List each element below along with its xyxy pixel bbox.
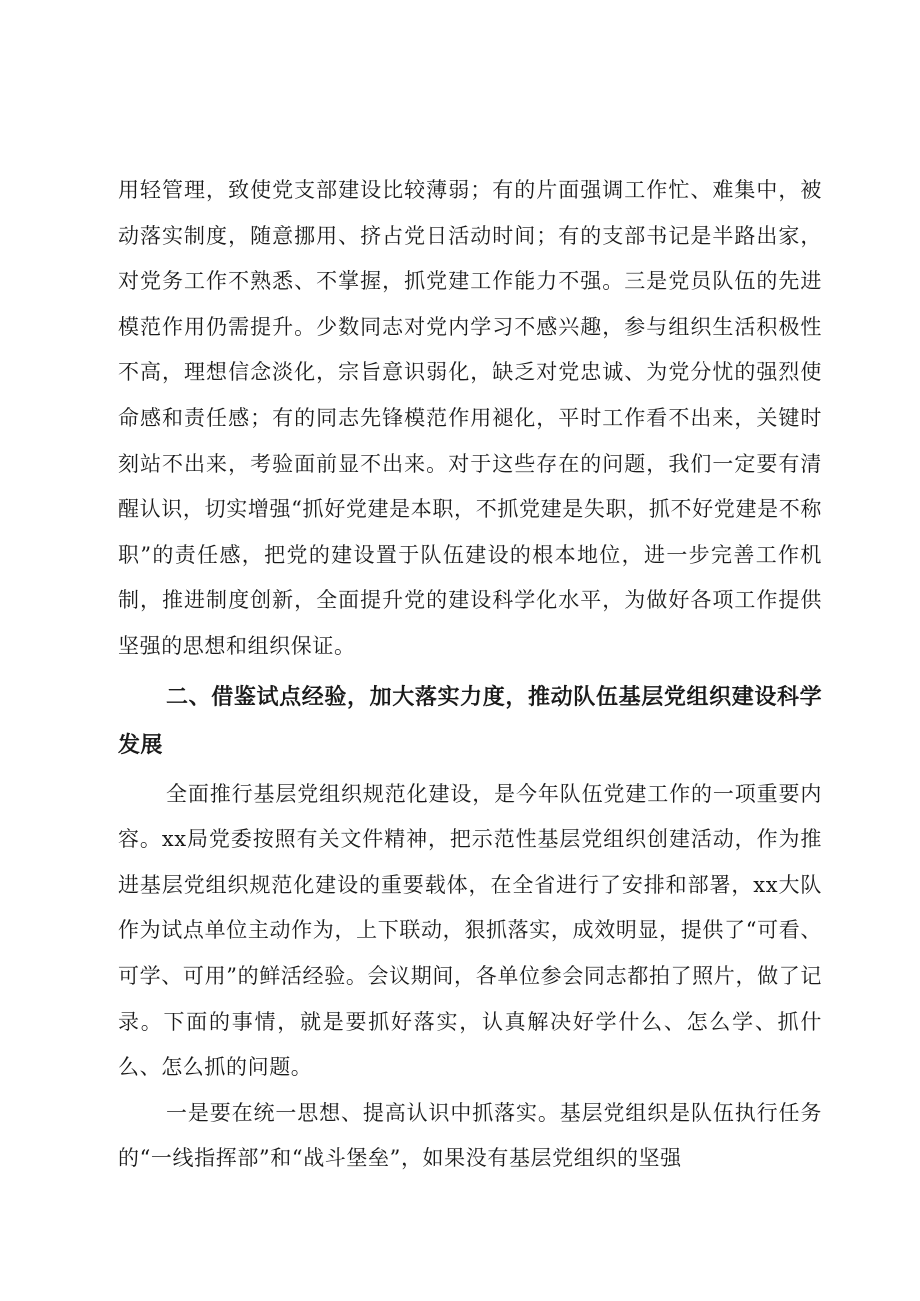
body-paragraph-2: 全面推行基层党组织规范化建设，是今年队伍党建工作的一项重要内容。xx局党委按照有关文件精神，把示范性基层党组织创建活动，作为推进基层党组织规范化建设的重要载体，在全省进行了安排和部署，xx大队作为试点单位主动作为，上下联动，狠抓落实，成效明显，提供了“可看、可学、可用”的鲜活经验。会议期间，各单位参会同志都拍了照片，做了记录。下面的事情，就是要抓好落实，认真解决好学什么、怎么学、抓什么、怎么抓的问题。 bbox=[118, 781, 822, 1080]
body-paragraph-1: 用轻管理，致使党支部建设比较薄弱；有的片面强调工作忙、难集中，被动落实制度，随意挪用、挤占党日活动时间；有的支部书记是半路出家，对党务工作不熟悉、不掌握，抓党建工作能力不强。三是党员队伍的先进模范作用仍需提升。少数同志对党内学习不感兴趣，参与组织生活积极性不高，理想信念淡化，宗旨意识弱化，缺乏对党忠诚、为党分忧的强烈使命感和责任感；有的同志先锋模范作用褪化，平时工作看不出来，关键时刻站不出来，考验面前显不出来。对于这些存在的问题，我们一定要有清醒认识，切实增强“抓好党建是本职，不抓党建是失职，抓不好党建是不称职”的责任感，把党的建设置于队伍建设的根本地位，进一步完善工作机制，推进制度创新，全面提升党的建设科学化水平，为做好各项工作提供坚强的思想和组织保证。 bbox=[118, 178, 822, 658]
document-body bbox=[118, 168, 822, 1182]
body-paragraph-3: 一是要在统一思想、提高认识中抓落实。基层党组织是队伍执行任务的“一线指挥部”和“战斗堡垒”，如果没有基层党组织的坚强 bbox=[118, 1100, 822, 1171]
section-heading-2: 二、借鉴试点经验，加大落实力度，推动队伍基层党组织建设科学发展 bbox=[118, 684, 822, 758]
